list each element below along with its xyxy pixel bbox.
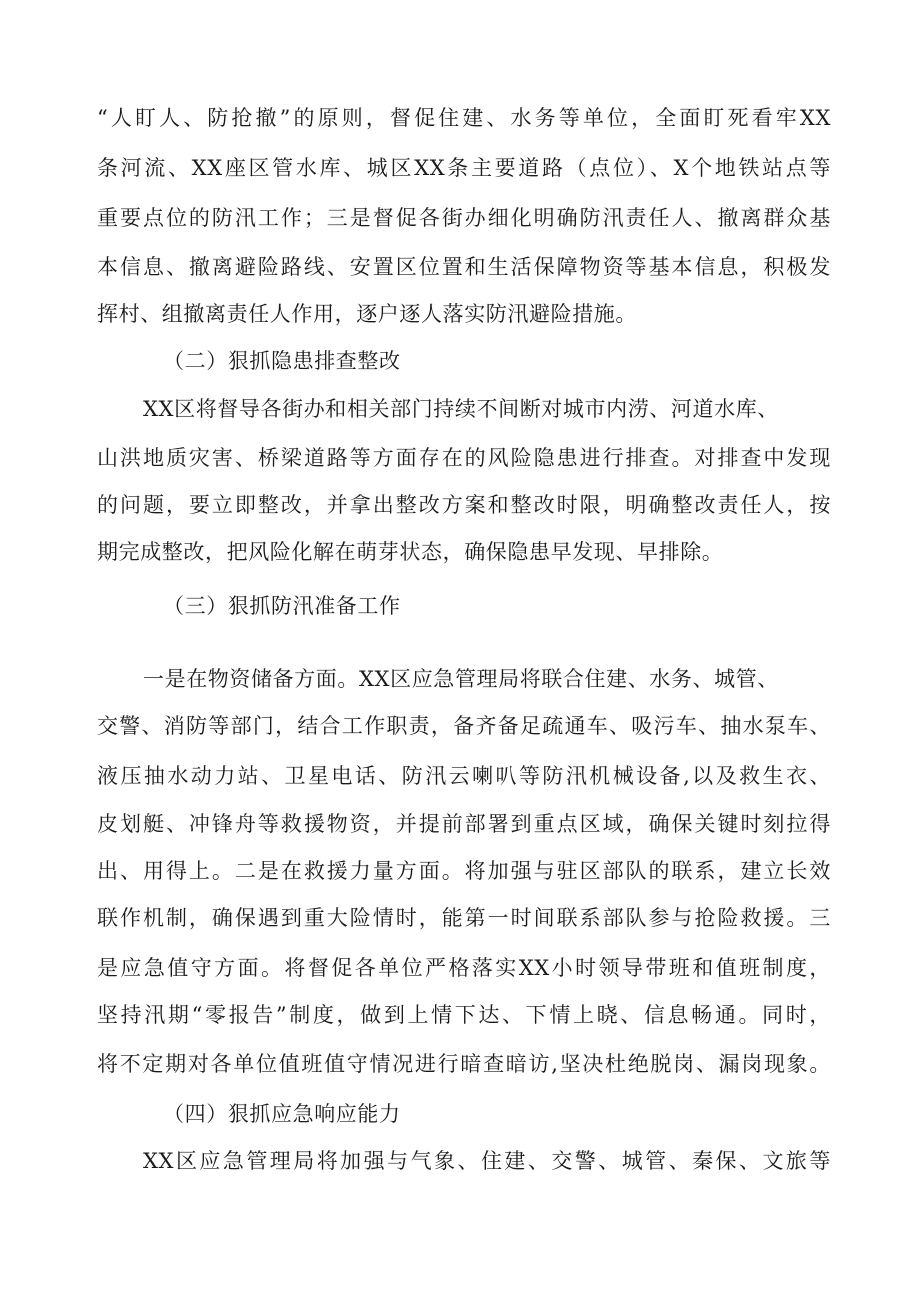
- paragraph-line: 交警、消防等部门，结合工作职责，备齐备足疏通车、吸污车、抽水泵车、: [97, 714, 831, 738]
- paragraph-line: 是应急值守方面。将督促各单位严格落实XX小时领导带班和值班制度，: [97, 956, 831, 980]
- paragraph-line: XX区应急管理局将加强与气象、住建、交警、城管、秦保、文旅等: [143, 1149, 831, 1173]
- paragraph-line: 的问题，要立即整改，并拿出整改方案和整改时限，明确整改责任人，按: [97, 493, 831, 517]
- paragraph-line: “人盯人、防抢撤”的原则，督促住建、水务等单位，全面盯死看牢XX: [97, 106, 831, 130]
- paragraph-line: 本信息、撤离避险路线、安置区位置和生活保障物资等基本信息，积极发: [97, 255, 831, 279]
- paragraph-line: 条河流、XX座区管水库、城区XX条主要道路（点位）、X个地铁站点等: [97, 156, 831, 180]
- section-heading: （四）狠抓应急响应能力: [163, 1102, 401, 1126]
- paragraph-line: XX区将督导各街办和相关部门持续不间断对城市内涝、河道水库、: [143, 397, 779, 421]
- paragraph-line: 出、用得上。二是在救援力量方面。将加强与驻区部队的联系，建立长效: [97, 859, 831, 883]
- paragraph-line: 挥村、组撤离责任人作用，逐户逐人落实防汛避险措施。: [97, 302, 637, 326]
- paragraph-line: 将不定期对各单位值班值守情况进行暗查暗访,坚决杜绝脱岗、漏岗现象。: [97, 1052, 831, 1076]
- paragraph-line: 液压抽水动力站、卫星电话、防汛云喇叭等防汛机械设备,以及救生衣、: [97, 764, 831, 788]
- paragraph-line: 重要点位的防汛工作；三是督促各街办细化明确防汛责任人、撤离群众基: [97, 206, 831, 230]
- paragraph-line: 皮划艇、冲锋舟等救援物资，并提前部署到重点区域，确保关键时刻拉得: [97, 812, 831, 836]
- paragraph-line: 期完成整改，把风险化解在萌芽状态，确保隐患早发现、早排除。: [97, 540, 724, 564]
- section-heading: （三）狠抓防汛准备工作: [163, 594, 401, 618]
- paragraph-line: 联作机制，确保遇到重大险情时，能第一时间联系部队参与抢险救援。三: [97, 906, 831, 930]
- section-heading: （二）狠抓隐患排查整改: [163, 349, 401, 373]
- paragraph-line: 一是在物资储备方面。XX区应急管理局将联合住建、水务、城管、: [143, 667, 779, 691]
- paragraph-line: 坚持汛期“零报告”制度，做到上情下达、下情上晓、信息畅通。同时，: [97, 1003, 831, 1027]
- paragraph-line: 山洪地质灾害、桥梁道路等方面存在的风险隐患进行排查。对排查中发现: [97, 446, 831, 470]
